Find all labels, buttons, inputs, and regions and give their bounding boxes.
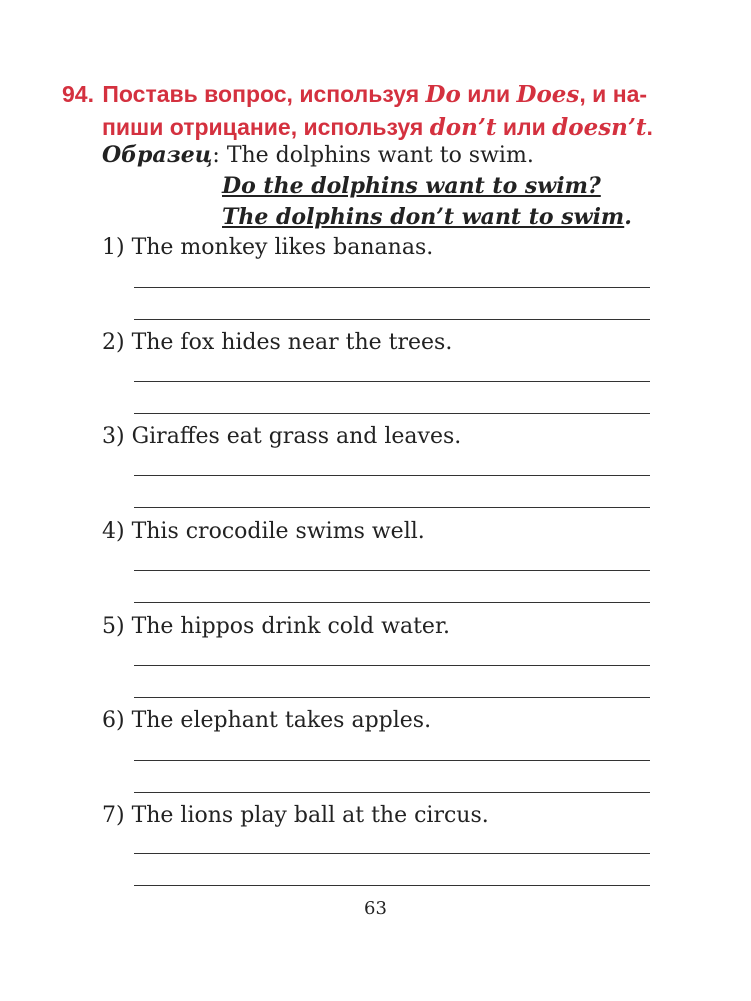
answer-line[interactable] [134,381,650,382]
exercise-item-2 [102,328,662,358]
example-colon: : [212,143,220,168]
example-block [102,140,662,233]
exercise-sentence: 5) The hippos drink cold water. [102,614,451,639]
answer-line[interactable] [134,570,650,571]
task-text: или [460,81,517,107]
answer-line[interactable] [134,413,650,414]
answer-line[interactable] [134,885,650,886]
task-heading-line-1 [62,78,672,111]
exercise-sentence: 3) Giraffes eat grass and leaves. [102,424,462,449]
exercise-sentence: 2) The fox hides near the trees. [102,330,453,355]
exercise-item-1 [102,233,662,263]
example-question: Do the dolphins want to swim? [222,173,601,199]
exercise-item-3 [102,422,662,452]
exercise-item-4 [102,517,662,547]
task-text: пиши отрицание, используя [102,114,430,140]
answer-line[interactable] [134,853,650,854]
answer-line[interactable] [134,602,650,603]
task-heading [62,78,672,144]
example-sentence: The dolphins want to swim. [219,143,534,168]
exercise-sentence: 4) This crocodile swims well. [102,519,425,544]
example-negation: The dolphins don’t want to swim [222,204,625,230]
answer-line[interactable] [134,475,650,476]
answer-line[interactable] [134,792,650,793]
exercise-sentence: 1) The monkey likes bananas. [102,235,434,260]
task-text: , и на- [579,81,648,107]
task-number: 94. [62,81,94,107]
example-negation-line [102,202,662,233]
answer-line[interactable] [134,319,650,320]
answer-line[interactable] [134,697,650,698]
example-line [102,140,662,171]
answer-line[interactable] [134,665,650,666]
example-negation-period: . [624,204,632,230]
task-text: . [646,114,653,140]
exercise-item-6 [102,706,662,736]
exercise-item-7 [102,801,662,831]
task-keyword-dont: don’t [429,114,497,141]
task-keyword-do: Do [425,81,461,108]
answer-line[interactable] [134,507,650,508]
answer-line[interactable] [134,287,650,288]
example-label: Образец [102,142,213,168]
exercise-sentence: 6) The elephant takes apples. [102,708,432,733]
task-text: Поставь вопрос, используя [102,81,426,107]
exercise-item-5 [102,612,662,642]
task-text: или [496,114,553,140]
task-keyword-doesnt: doesn’t [552,114,647,141]
page-number: 63 [364,898,387,919]
exercise-sentence: 7) The lions play ball at the circus. [102,803,489,828]
answer-line[interactable] [134,760,650,761]
task-keyword-does: Does [516,81,580,108]
